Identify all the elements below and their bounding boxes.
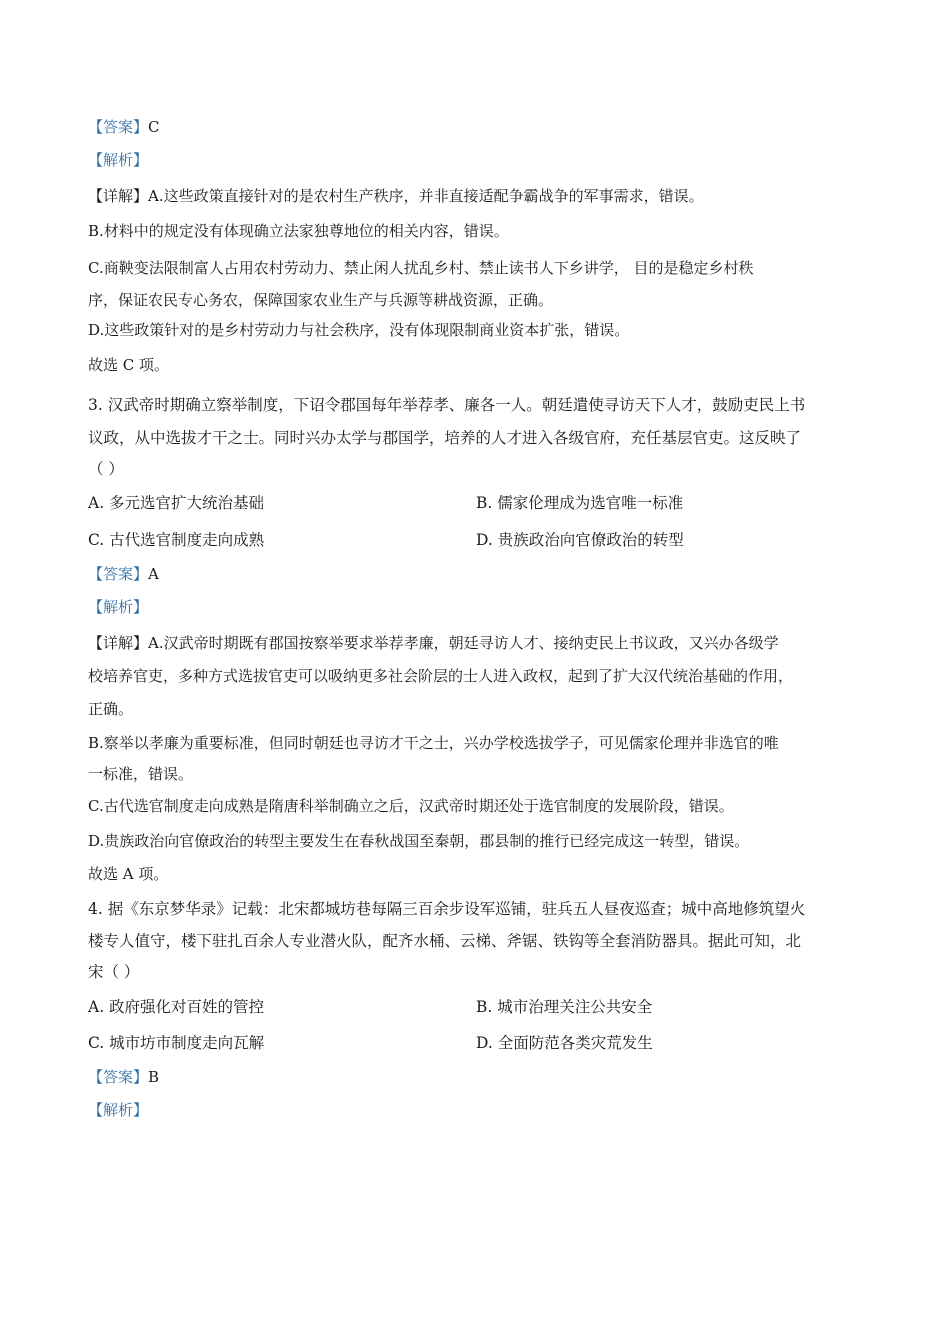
q3-stem-line1: 3. 汉武帝时期确立察举制度，下诏令郡国每年举荐孝、廉各一人。朝廷遣使寻访天下人才，鼓励吏民上书 bbox=[88, 396, 806, 414]
q3-detail-b2: 一标准，错误。 bbox=[88, 765, 194, 783]
q2-detail-a bbox=[88, 186, 704, 206]
q2-analysis-line bbox=[88, 150, 148, 170]
q2-detail-c2: 序，保证农民专心务农，保障国家农业生产与兵源等耕战资源，正确。 bbox=[88, 291, 554, 309]
q4-option-a: A. 政府强化对百姓的管控 bbox=[88, 998, 265, 1016]
q2-detail-c1: C.商鞅变法限制富人占用农村劳动力、禁止闲人扰乱乡村、禁止读书人下乡讲学， 目的是稳定乡村秩 bbox=[88, 259, 754, 277]
q3-detail-b1: B.察举以孝廉为重要标准，但同时朝廷也寻访才干之士，兴办学校选拔学子，可见儒家伦理并非选官的唯 bbox=[88, 734, 779, 752]
q3-detail-a3: 正确。 bbox=[88, 700, 134, 718]
q3-stem-line3: （ ） bbox=[88, 460, 124, 478]
q4-option-c: C. 城市坊市制度走向瓦解 bbox=[88, 1034, 265, 1052]
q4-stem-line1: 4. 据《东京梦华录》记载：北宋都城坊巷每隔三百余步设军巡铺，驻兵五人昼夜巡查；城中高地修筑望火 bbox=[88, 900, 806, 918]
answer-label: 【答案】 bbox=[88, 565, 149, 583]
q3-detail-d: D.贵族政治向官僚政治的转型主要发生在春秋战国至秦朝，郡县制的推行已经完成这一转型，错误。 bbox=[88, 832, 750, 850]
q2-detail-b: B.材料中的规定没有体现确立法家独尊地位的相关内容，错误。 bbox=[88, 222, 509, 240]
answer-label: 【答案】 bbox=[88, 1068, 149, 1086]
detail-text: A.这些政策直接针对的是农村生产秩序，并非直接适配争霸战争的军事需求，错误。 bbox=[148, 187, 704, 205]
answer-label: 【答案】 bbox=[88, 118, 149, 136]
q4-stem-line2: 楼专人值守，楼下驻扎百余人专业潜火队，配齐水桶、云梯、斧锯、铁钩等全套消防器具。据此可知，北 bbox=[88, 932, 802, 950]
q2-answer-line bbox=[88, 117, 160, 137]
q3-option-d: D. 贵族政治向官僚政治的转型 bbox=[476, 531, 684, 549]
q2-conclusion: 故选 C 项。 bbox=[88, 356, 170, 374]
q3-option-a: A. 多元选官扩大统治基础 bbox=[88, 494, 265, 512]
q3-option-b: B. 儒家伦理成为选官唯一标准 bbox=[476, 494, 684, 512]
analysis-label: 【解析】 bbox=[88, 151, 149, 169]
q3-conclusion: 故选 A 项。 bbox=[88, 865, 169, 883]
detail-text: A.汉武帝时期既有郡国按察举要求举荐孝廉，朝廷寻访人才、接纳吏民上书议政，又兴办各级学 bbox=[148, 634, 779, 652]
q3-analysis-line bbox=[88, 597, 148, 617]
q3-detail-a1 bbox=[88, 633, 779, 653]
detail-label: 【详解】 bbox=[88, 187, 149, 205]
q4-analysis-line bbox=[88, 1100, 148, 1120]
q3-stem-line2: 议政，从中选拔才干之士。同时兴办太学与郡国学，培养的人才进入各级官府，充任基层官吏。这反映了 bbox=[88, 429, 802, 447]
analysis-label: 【解析】 bbox=[88, 1101, 149, 1119]
answer-value: A bbox=[148, 565, 159, 583]
q3-detail-c: C.古代选官制度走向成熟是隋唐科举制确立之后，汉武帝时期还处于选官制度的发展阶段，错误。 bbox=[88, 797, 734, 815]
answer-value: B bbox=[148, 1068, 160, 1086]
q3-option-c: C. 古代选官制度走向成熟 bbox=[88, 531, 265, 549]
q4-stem-line3: 宋（ ） bbox=[88, 963, 140, 981]
q4-option-d: D. 全面防范各类灾荒发生 bbox=[476, 1034, 653, 1052]
q4-answer-line bbox=[88, 1067, 159, 1087]
detail-label: 【详解】 bbox=[88, 634, 149, 652]
q4-option-b: B. 城市治理关注公共安全 bbox=[476, 998, 653, 1016]
answer-value: C bbox=[148, 118, 160, 136]
q2-detail-d: D.这些政策针对的是乡村劳动力与社会秩序，没有体现限制商业资本扩张，错误。 bbox=[88, 321, 630, 339]
q3-detail-a2: 校培养官吏，多种方式选拔官吏可以吸纳更多社会阶层的士人进入政权，起到了扩大汉代统治基础的作用， bbox=[88, 667, 794, 685]
q3-answer-line bbox=[88, 564, 159, 584]
analysis-label: 【解析】 bbox=[88, 598, 149, 616]
